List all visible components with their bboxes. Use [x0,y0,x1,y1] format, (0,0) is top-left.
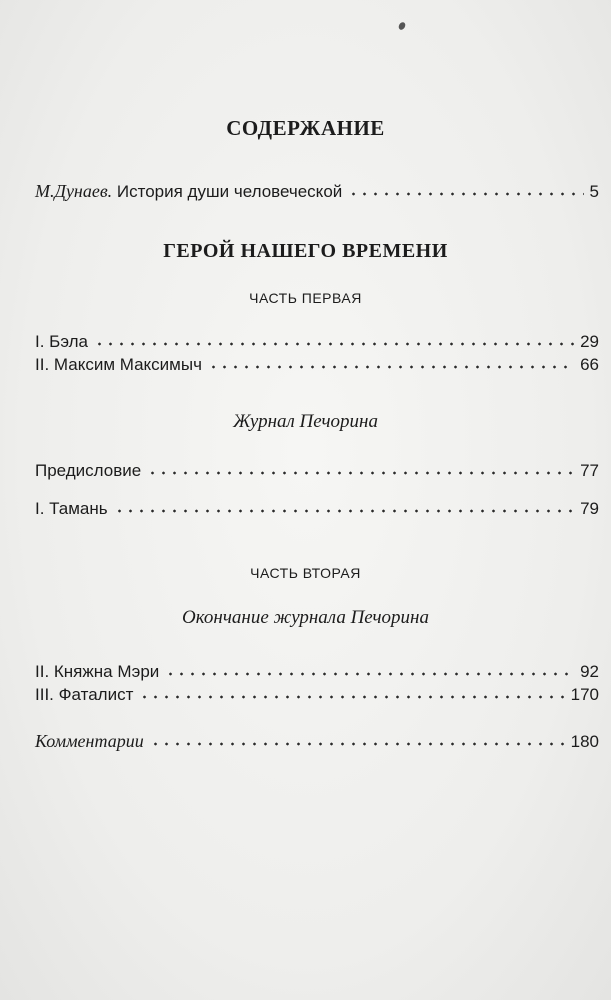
page-number: 66 [580,355,599,374]
dot-leader [208,364,574,370]
toc-entry-bela [35,328,599,352]
part-two-heading: ЧАСТЬ ВТОРАЯ [250,565,361,581]
page-number: 92 [580,662,599,681]
dot-leader [139,694,564,700]
toc-entry-label [35,181,342,202]
journal-heading: Журнал Печорина [233,411,378,432]
dot-leader [94,341,574,347]
toc-entry-label: Предисловие [35,461,142,480]
toc-entry-princess-mary [35,658,599,682]
essay-author: М.Дунаев. [35,181,113,201]
ink-mark [397,21,406,31]
toc-entry-essay [35,178,599,202]
essay-title: История души человеческой [116,182,343,201]
dot-leader [150,741,565,747]
toc-entry-fatalist [35,681,599,705]
toc-entry-label: II. Максим Максимыч [35,355,202,374]
page-number: 170 [570,685,599,704]
contents-title: СОДЕРЖАНИЕ [226,116,385,140]
dot-leader [348,191,583,197]
toc-entry-label: Комментарии [35,731,144,751]
toc-entry-maksim-maksimych [35,351,599,375]
toc-entry-commentary [35,728,599,752]
dot-leader [114,508,574,514]
toc-entry-label: I. Бэла [35,332,89,351]
journal-end-heading: Окончание журнала Печорина [182,607,429,628]
toc-entry-label: II. Княжна Мэри [35,662,160,681]
dot-leader [165,671,574,677]
novel-title: ГЕРОЙ НАШЕГО ВРЕМЕНИ [163,240,448,262]
toc-entry-preface [35,457,599,481]
dot-leader [147,470,574,476]
page-number: 77 [580,461,599,480]
part-one-heading: ЧАСТЬ ПЕРВАЯ [249,290,362,306]
page-number: 180 [570,732,599,751]
toc-entry-taman [35,495,599,519]
toc-entry-label: III. Фаталист [35,685,134,704]
toc-entry-label: I. Тамань [35,499,108,518]
page-number: 79 [580,499,599,518]
page-number: 29 [580,332,599,351]
page-number: 5 [589,182,599,201]
